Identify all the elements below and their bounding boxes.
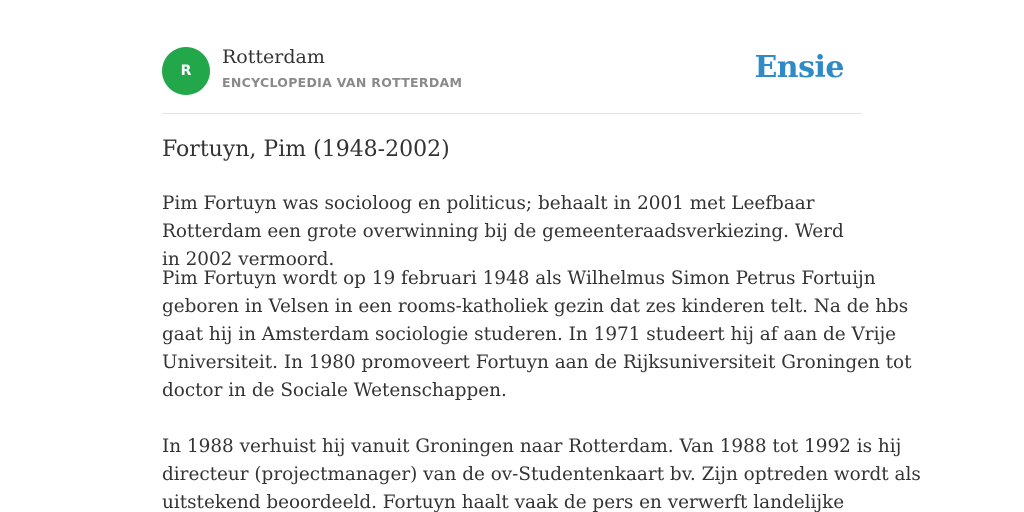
article-paragraph bbox=[162, 433, 921, 512]
paragraph-line: Pim Fortuyn wordt op 19 februari 1948 als Wilhelmus Simon Petrus Fortuijn bbox=[162, 268, 876, 289]
paragraph-line: doctor in de Sociale Wetenschappen. bbox=[162, 380, 507, 401]
paragraph-line: geboren in Velsen in een rooms-katholiek gezin dat zes kinderen telt. Na de hbs bbox=[162, 296, 909, 317]
paragraph-line: Universiteit. In 1980 promoveert Fortuyn aan de Rijksuniversiteit Groningen tot bbox=[162, 352, 912, 373]
page bbox=[162, 0, 921, 512]
site-header bbox=[162, 0, 862, 114]
site-name-link[interactable]: Rotterdam bbox=[222, 46, 325, 68]
paragraph-line: uitstekend beoordeeld. Fortuyn haalt vaak de pers en verwerft landelijke bbox=[162, 492, 845, 512]
article-paragraph bbox=[162, 265, 912, 405]
site-subtitle: ENCYCLOPEDIA VAN ROTTERDAM bbox=[222, 75, 463, 90]
paragraph-line: gaat hij in Amsterdam sociologie studeren. In 1971 studeert hij af aan de Vrije bbox=[162, 324, 897, 345]
ensie-logo-link[interactable]: Ensie bbox=[754, 50, 844, 85]
article-summary: Pim Fortuyn was socioloog en politicus; behaalt in 2001 met Leefbaar Rotterdam een grote overwinning bij de gemeenteraadsverkiezing. Werd in 2002 vermoord. bbox=[162, 193, 844, 270]
site-avatar[interactable]: R bbox=[162, 47, 210, 95]
article-body bbox=[162, 265, 921, 512]
paragraph-line: In 1988 verhuist hij vanuit Groningen naar Rotterdam. Van 1988 tot 1992 is hij bbox=[162, 436, 902, 457]
article-title: Fortuyn, Pim (1948-2002) bbox=[162, 137, 450, 162]
paragraph-line: directeur (projectmanager) van de ov-Studentenkaart bv. Zijn optreden wordt als bbox=[162, 464, 921, 485]
